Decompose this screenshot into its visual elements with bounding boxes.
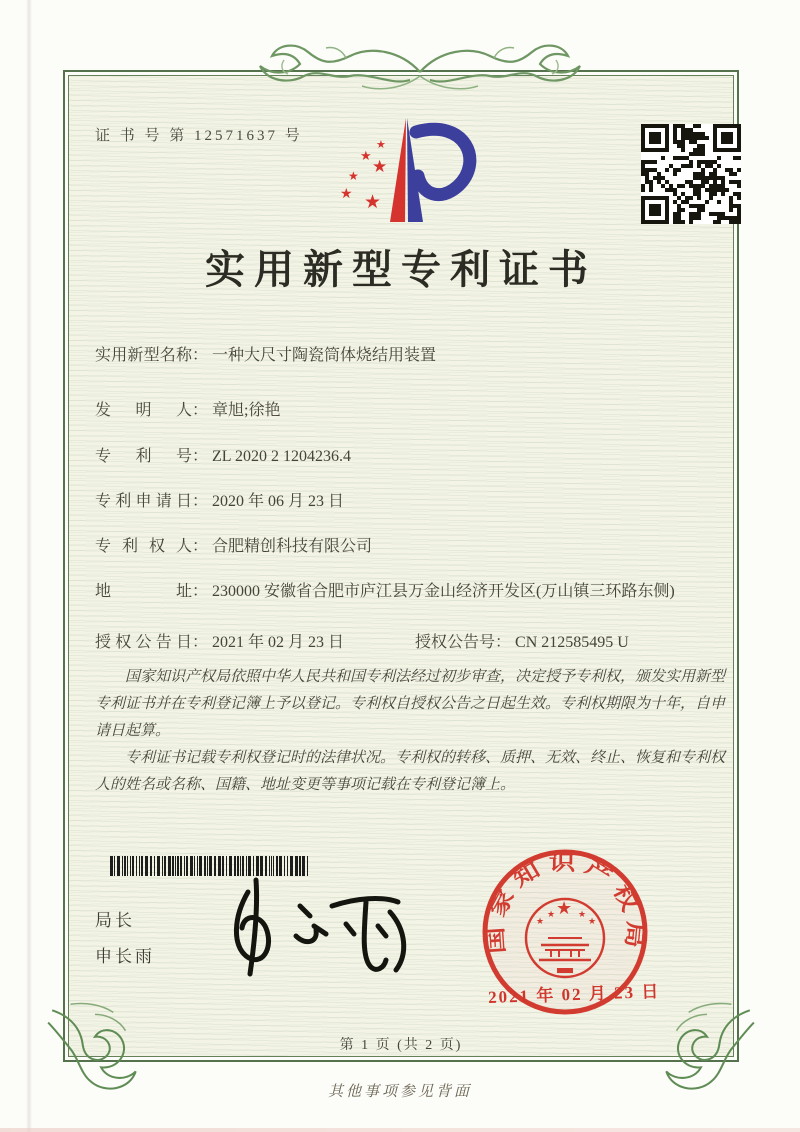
field-label: 授权公告号 bbox=[415, 634, 496, 651]
legal-paragraph-1: 国家知识产权局依照中华人民共和国专利法经过初步审查，决定授予专利权，颁发实用新型专利证书并在专利登记簿上予以登记。专利权自授权公告之日起生效。专利权期限为十年，自申请日起算。 bbox=[95, 669, 726, 739]
svg-text:★: ★ bbox=[364, 192, 382, 213]
field-colon: ： bbox=[192, 347, 209, 364]
logo-star-icon: ★ bbox=[376, 139, 386, 151]
svg-text:★: ★ bbox=[360, 148, 372, 163]
field-label: 发明人 bbox=[95, 402, 192, 419]
commissioner-signature bbox=[220, 872, 420, 984]
commissioner-title: 局长 bbox=[95, 911, 135, 930]
field-label: 授权公告日 bbox=[95, 634, 192, 651]
field-colon: ： bbox=[192, 448, 209, 465]
svg-text:★: ★ bbox=[536, 916, 545, 926]
grant-date-value: 2021 年 02 月 23 日 bbox=[212, 634, 345, 651]
seal-text: 国家知识产权局 bbox=[483, 850, 648, 955]
legal-paragraph-2: 专利证书记载专利权登记时的法律状况。专利权的转移、质押、无效、终止、恢复和专利权人的姓名或名称、国籍、地址变更等事项记载在专利登记簿上。 bbox=[95, 750, 726, 793]
svg-text:★: ★ bbox=[588, 916, 597, 926]
field-label: 专利权人 bbox=[95, 538, 192, 555]
field-row-address bbox=[95, 580, 735, 604]
field-value: ZL 2020 2 1204236.4 bbox=[212, 448, 351, 465]
field-value: 230000 安徽省合肥市庐江县万金山经济开发区(万山镇三环路东侧) bbox=[212, 583, 675, 600]
qr-code bbox=[641, 124, 741, 224]
field-row-name bbox=[95, 344, 735, 368]
svg-text:★: ★ bbox=[372, 157, 388, 176]
field-value: 合肥精创科技有限公司 bbox=[212, 538, 373, 555]
certificate-title: 实用新型专利证书 bbox=[205, 247, 597, 292]
field-label: 实用新型名称 bbox=[95, 347, 192, 364]
field-row-patent-no bbox=[95, 445, 735, 469]
legal-text bbox=[95, 664, 725, 799]
back-side-note: 其他事项参见背面 bbox=[327, 1084, 472, 1100]
cnipa-logo bbox=[332, 110, 480, 226]
field-label: 地址 bbox=[95, 583, 192, 600]
field-value: 章旭;徐艳 bbox=[212, 402, 281, 419]
field-colon: ： bbox=[192, 538, 209, 555]
field-label: 专利号 bbox=[95, 448, 192, 465]
field-colon: ： bbox=[192, 583, 209, 600]
svg-text:★: ★ bbox=[547, 909, 556, 919]
field-value: 一种大尺寸陶瓷筒体烧结用装置 bbox=[212, 347, 437, 364]
certificate-number: 证 书 号 第 12571637 号 bbox=[95, 128, 303, 144]
field-colon: ： bbox=[192, 402, 209, 419]
field-row-patentee bbox=[95, 535, 735, 559]
field-colon: ： bbox=[192, 634, 209, 651]
field-row-filing-date bbox=[95, 490, 735, 514]
grant-number-value: CN 212585495 U bbox=[515, 634, 629, 651]
field-value: 2020 年 06 月 23 日 bbox=[212, 493, 345, 510]
field-colon: ： bbox=[495, 634, 512, 651]
seal-date: 2021 年 02 月 23 日 bbox=[487, 981, 661, 1007]
svg-text:★: ★ bbox=[578, 909, 587, 919]
svg-text:★: ★ bbox=[556, 898, 573, 918]
svg-text:★: ★ bbox=[348, 169, 359, 183]
page-number: 第 1 页 (共 2 页) bbox=[339, 1038, 463, 1053]
commissioner-name: 申长雨 bbox=[95, 947, 155, 966]
field-colon: ： bbox=[192, 493, 209, 510]
field-row-grant bbox=[95, 631, 735, 655]
field-row-inventor bbox=[95, 399, 735, 423]
field-label: 专利申请日 bbox=[95, 493, 192, 510]
grant-number-pair bbox=[415, 631, 629, 655]
svg-text:★: ★ bbox=[340, 187, 353, 202]
